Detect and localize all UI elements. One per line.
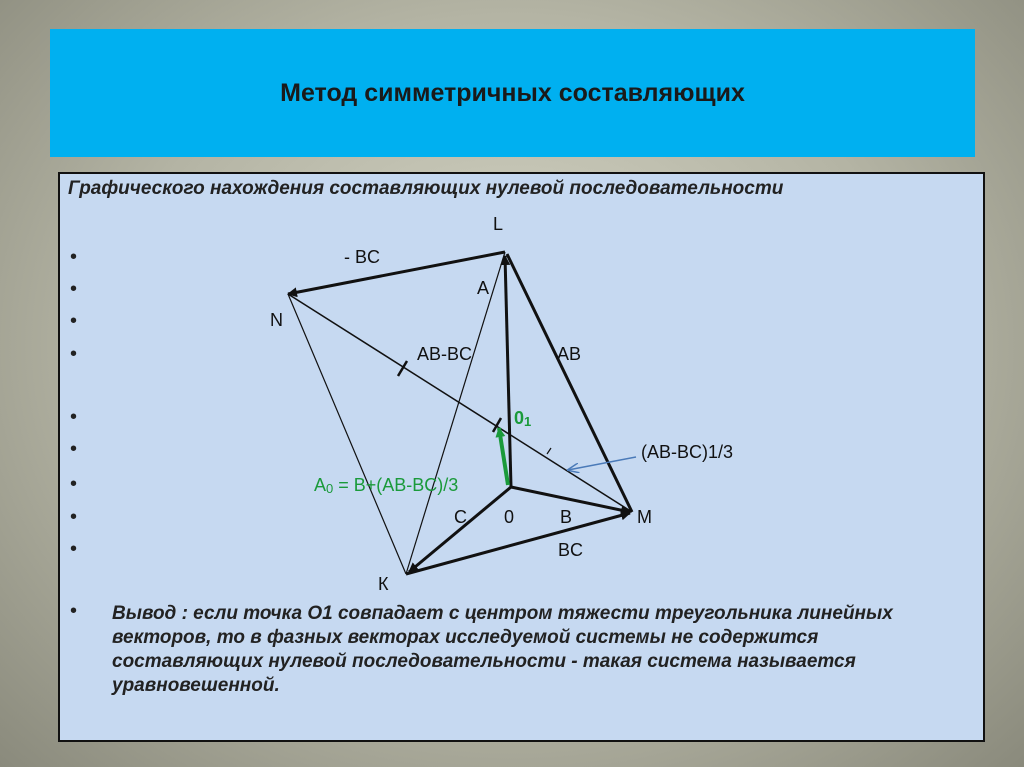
vector-k-m [406,513,630,574]
conclusion-text: Вывод : если точка О1 совпадает с центром тяжести треугольника линейных векторов, то в фазных векторах исследуемой системы не содержится составляющих нулевой последовательности - такая система называется уравновешенной. [112,603,893,696]
green-vector-a0 [499,428,508,485]
label-ab: AB [557,344,582,364]
tick-mark-3 [547,448,551,454]
bullet-5: • [70,406,78,428]
label-k: К [378,574,389,594]
bullet-6: • [70,438,78,460]
label-b: B [560,507,573,527]
vector-ab [507,254,632,512]
label-minus-bc: - BC [344,247,380,267]
label-n: N [270,310,283,330]
bullet-7: • [70,473,78,495]
bullet-9: • [70,538,78,560]
bullet-4: • [70,343,78,365]
bullet-3: • [70,310,78,332]
slide-heading: Графического нахождения составляющих нулевой последовательности [68,178,784,199]
label-a: A [477,278,490,298]
label-c: C [454,507,467,527]
vector-zero-l [505,256,511,487]
label-ab-bc: AB-BC [417,344,473,364]
vector-minus-bc [288,252,505,294]
slide-title: Метод симметричных составляющих [280,78,745,107]
label-o1: 01 [514,408,532,429]
bullet-8: • [70,506,78,528]
line-n-k [288,294,406,574]
label-m: M [637,507,652,527]
bullet-conclusion: • [70,600,78,622]
label-a0-formula: A0 = B+(AB-BC)/3 [314,475,459,496]
label-zero: 0 [504,507,515,527]
label-l: L [493,214,504,234]
bullet-1: • [70,246,78,268]
label-bc: BC [558,540,584,560]
bullet-2: • [70,278,78,300]
label-ab-bc-third: (AB-BC)1/3 [641,442,734,462]
blue-pointer [568,457,636,470]
